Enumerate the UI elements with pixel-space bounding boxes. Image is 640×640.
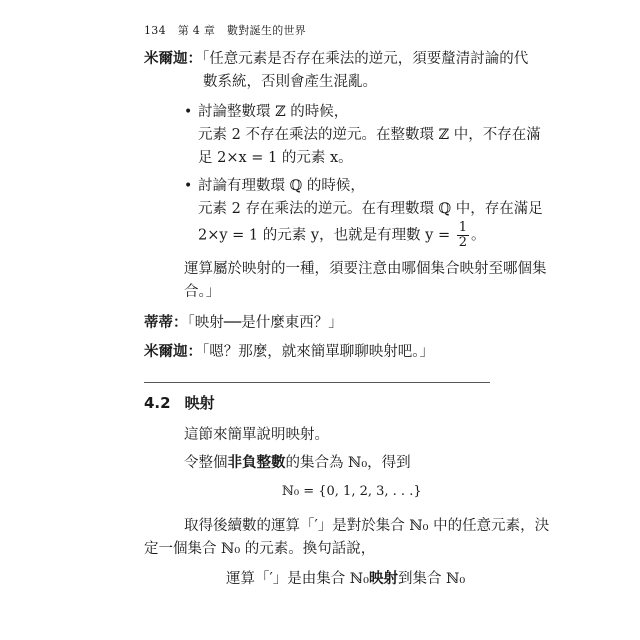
tetra-dialogue [144, 312, 343, 335]
set-equation: ℕ₀ = {0, 1, 2, 3, . . .} [282, 484, 422, 499]
miruka-dialogue-2-line-1: 運算屬於映射的一種，須要注意由哪個集合映射至哪個集 [184, 261, 547, 277]
bullet-2-text: 2×y = 1 的元素 y，也就是有理數 y = [198, 227, 451, 244]
speaker-miruka: 米爾迦： [144, 51, 202, 67]
bullet-2-line-2: 元素 2 存在乘法的逆元。在有理數環 ℚ 中，存在滿足 [198, 201, 543, 217]
bullet-2-line-3 [198, 221, 486, 250]
term-nonnegative-integers: 非負整數 [227, 455, 286, 471]
section-divider [144, 382, 490, 383]
section-heading [144, 392, 215, 413]
section-number: 4.2 [144, 394, 171, 412]
section-title: 映射 [184, 394, 215, 412]
miruka-dialogue-1 [144, 48, 528, 71]
fraction-one-half [457, 221, 469, 250]
bullet-1-line-1: 討論整數環 ℤ 的時候， [198, 104, 349, 120]
speaker-miruka: 米爾迦： [144, 344, 202, 360]
bullet-2-end: 。 [471, 227, 486, 244]
fraction-denominator: 2 [458, 235, 468, 250]
dialogue-text: 「嗯？那麼，就來簡單聊聊映射吧。」 [202, 344, 434, 360]
running-header [144, 22, 314, 38]
bullet-1-line-3: 足 2×x = 1 的元素 x。 [198, 150, 353, 166]
definition-text: 的集合為 ℕ₀，得到 [285, 455, 411, 471]
bullet-2-line-1: 討論有理數環 ℚ 的時候， [198, 178, 365, 194]
bullet-dot: • [184, 178, 193, 194]
chapter-title: 數對誕生的世界 [227, 24, 307, 37]
fraction-numerator: 1 [458, 220, 468, 235]
dialogue-text: 「映射──是什麼東西？」 [187, 315, 343, 331]
definition-text: 令整個 [184, 455, 228, 471]
term-mapping: 映射 [368, 571, 398, 587]
dialogue-text: 數系統，否則會產生混亂。 [203, 74, 377, 90]
successor-line-1: 取得後續數的運算「′」是對於集合 ℕ₀ 中的任意元素，決 [184, 518, 550, 534]
speaker-tetra: 蒂蒂： [144, 315, 188, 331]
mapping-text: 運算「′」是由集合 ℕ₀ [226, 571, 369, 587]
page-number: 134 [144, 24, 166, 37]
mapping-statement [226, 568, 465, 591]
mapping-text: 到集合 ℕ₀ [397, 571, 466, 587]
miruka-dialogue-3 [144, 341, 434, 364]
bullet-1-line-2: 元素 2 不存在乘法的逆元。在整數環 ℤ 中，不存在滿 [198, 127, 541, 143]
dialogue-text: 「任意元素是否存在乘法的逆元，須要釐清討論的代 [202, 51, 529, 67]
bullet-dot: • [184, 104, 193, 120]
successor-line-2: 定一個集合 ℕ₀ 的元素。換句話說， [144, 541, 376, 557]
intro-paragraph: 這節來簡單說明映射。 [184, 427, 329, 443]
miruka-dialogue-2-line-2: 合。」 [184, 284, 221, 300]
chapter-label: 第 4 章 [177, 24, 216, 37]
definition-paragraph [184, 452, 411, 475]
